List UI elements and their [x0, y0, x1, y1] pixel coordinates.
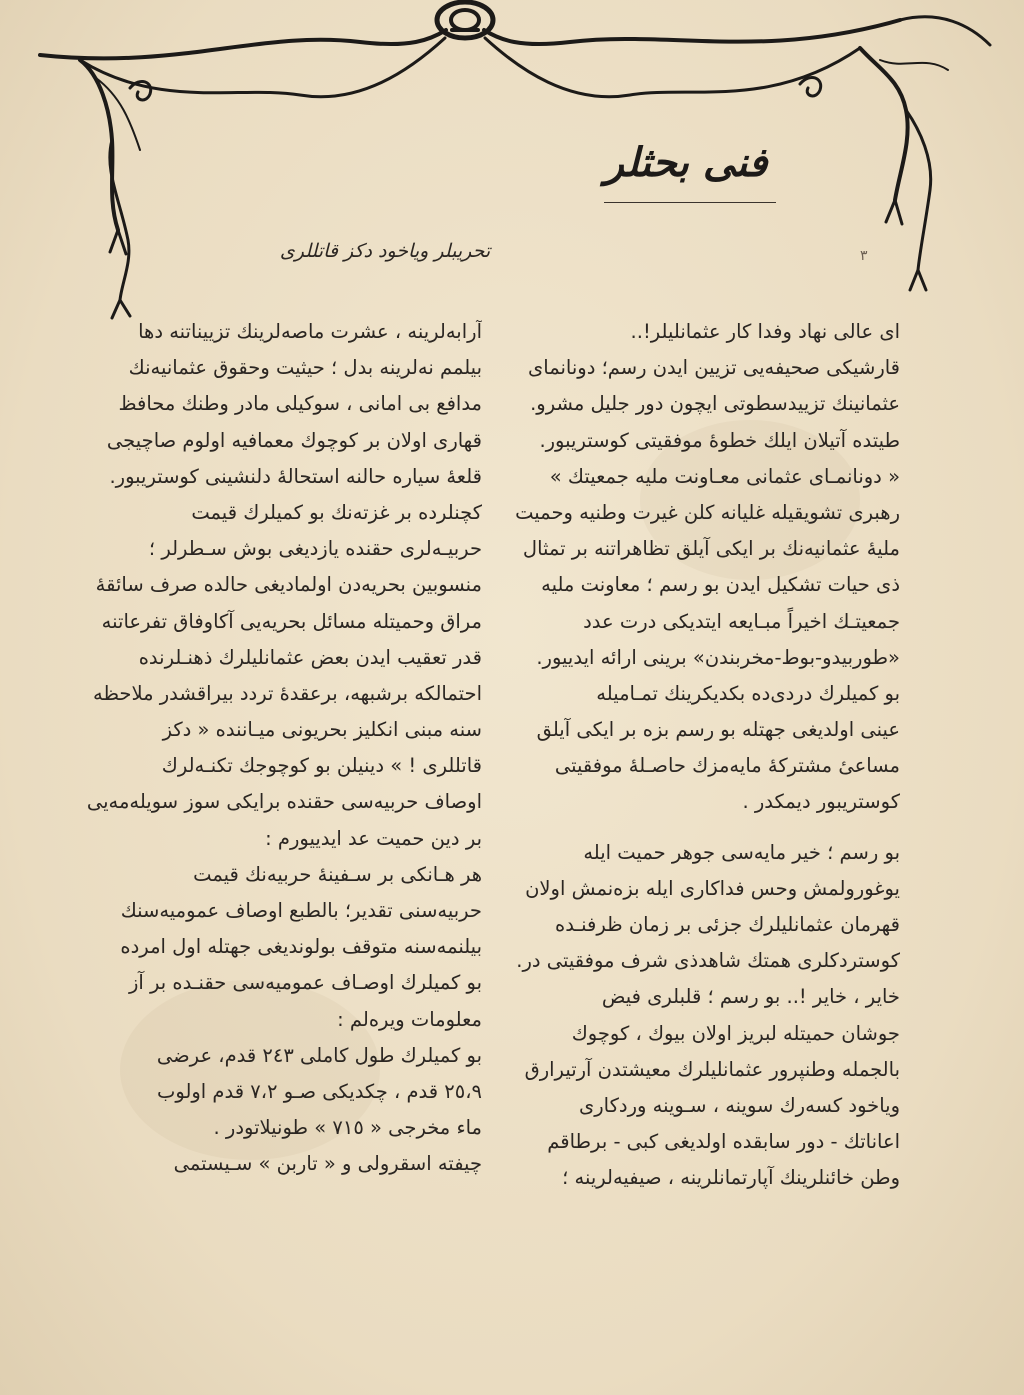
text-line: ٢٥،٩ قدم ، چکدیکی صـو ٧،٢ قدم اولوب	[157, 1079, 482, 1103]
text-line: کوستریبور دیمکدر .	[742, 790, 900, 814]
text-line: سنه مبنی انکلیز بحریونی میـاننده « دکز	[162, 718, 482, 742]
text-line: اعاناتك - دور سابقده اولدیغی کبی - برطاقم	[547, 1130, 900, 1154]
article-byline: تحریبلر ویاخود دکز قاتللری	[279, 240, 491, 262]
text-line: بو کمیلرك طول کاملی ٢٤٣ قدم، عرضی	[156, 1043, 482, 1067]
section-heading: فنی بحثلر	[604, 139, 768, 186]
text-line: آرابه‌لرینه ، عشرت ماصه‌لرینك تزییناتنه دها	[138, 320, 482, 343]
text-line: قارشیکی صحیفه‌یی تزیین ایدن رسم؛ دونانمای	[528, 356, 900, 380]
text-line: ویاخود کسه‌رك سوینه ، سـوینه وردکاری	[579, 1093, 900, 1117]
text-line: مراق وحمیتله مسائل بحریه‌یی آکاوفاق تفرعاتنه	[101, 609, 482, 633]
text-line: منسوبین بحریه‌دن اولمادیغی حالده صرف سائقهٔ	[95, 573, 482, 597]
text-line: بر دین حمیت عد ایدییورم :	[265, 826, 482, 850]
text-line: طیتده آتیلان ایلك خطوهٔ موفقیتی کوستریبور.	[539, 428, 900, 452]
text-line: رهبری تشویقیله غلیانه کلن غیرت وطنیه وحمیت	[515, 500, 900, 524]
text-line: حربیه‌سنی تقدیر؛ بالطبع اوصاف عمومیه‌سنك	[120, 899, 482, 922]
text-line: بو رسم ؛ خیر مایه‌سی جوهر حمیت ایله	[583, 840, 900, 864]
text-line: بیلنمه‌سنه متوقف بولوندیغی جهتله اول امرده	[120, 935, 482, 959]
text-line: خایر ، خایر !.. بو رسم ؛ قلبلری فیض	[601, 985, 900, 1009]
text-line: ای عالی نهاد وفدا کار عثمانلیلر!..	[630, 320, 900, 343]
text-line: مساعیٔ مشترکهٔ مایه‌مزك حاصـلهٔ موفقیتی	[554, 754, 900, 778]
text-line: معلومات ویره‌لم :	[337, 1007, 482, 1031]
text-line: ماء مخرجی « ٧١٥ » طونیلاتودر .	[213, 1116, 482, 1140]
text-line: مدافع بی امانی ، سوکیلی مادر وطنك محافظ	[118, 392, 482, 416]
text-line: ذی حیات تشکیل ایدن بو رسم ؛ معاونت ملیه	[541, 573, 900, 597]
heading-underline	[604, 202, 776, 203]
page-number: ٣	[860, 248, 868, 264]
text-line: کچنلرده بر غزته‌نك بو کمیلرك قیمت	[191, 500, 482, 524]
text-column-left	[72, 314, 482, 1183]
text-line: بو کمیلرك دردی‌ده بکدیکرینك تمـامیله	[596, 681, 900, 705]
text-line: اوصاف حربیه‌سی حقنده برایکی سوز سویله‌مه‌یی	[86, 790, 482, 814]
text-line: عینی اولدیغی جهتله بو رسم بزه بر ایکی آیلق	[536, 718, 900, 742]
text-line: قهرمان عثمانلیلرك جزئی بر زمان ظرفنـده	[554, 913, 900, 936]
text-line: هر هـانکی بر سـفینهٔ حربیه‌نك قیمت	[193, 862, 482, 886]
text-line: « دونانمـای عثمانی معـاونت ملیه جمعیتك »	[549, 464, 900, 488]
text-line: قاتللری ! » دینیلن بو کوچوجك تکنـه‌لرك	[161, 754, 482, 778]
text-line: بو کمیلرك اوصـاف عمومیه‌سی حقنـده بر آز	[128, 971, 482, 995]
drapery-ornament	[0, 0, 1024, 320]
text-line: قلعهٔ سیاره حالنه استحالهٔ دلنشینی کوستریبور.	[109, 464, 482, 488]
text-line: قهاری اولان بر کوچوك معمافیه اولوم صاچیجی	[106, 428, 482, 452]
text-line: چیفته اسقرولی و « تاربن » سـیستمی	[173, 1152, 482, 1176]
text-line: جوشان حمیتله لبریز اولان بیوك ، کوچوك	[571, 1021, 900, 1045]
text-line: احتمالکه برشبهه، برعقدهٔ تردد بیراقشدر ملاحظه	[92, 681, 482, 705]
text-line: حربیـه‌لری حقنده یازدیغی بوش سـطرلر ؛	[148, 537, 482, 561]
text-line: ملیهٔ عثمانیه‌نك بر ایکی آیلق تظاهراتنه بر تمثال	[522, 537, 900, 561]
text-line: وطن خائنلرینك آپارتمانلرینه ، صیفیه‌لرینه ؛	[562, 1166, 900, 1190]
text-line: جمعیتـك اخیراً مبـایعه ایتدیکی درت عدد	[583, 609, 900, 633]
text-line: «طوربیدو-بوط-مخربندن» برینی ارائه ایدییور.	[536, 645, 900, 669]
text-line: عثمانینك تزییدسطوتی ایچون دور جلیل مشرو.	[530, 392, 900, 416]
text-line: یوغورولمش وحس فداکاری ایله بزه‌نمش اولان	[525, 876, 900, 900]
paragraph-gap	[505, 821, 900, 835]
text-line: کوستردکلری همتك شاهدذی شرف موفقیتی در.	[516, 949, 900, 973]
text-line: قدر تعقیب ایدن بعض عثمانلیلرك ذهنـلرنده	[138, 645, 482, 669]
text-column-right	[505, 314, 900, 1197]
text-line: بیلمم نه‌لرینه بدل ؛ حیثیت وحقوق عثمانیه‌نك	[128, 356, 482, 380]
text-line: بالجمله وطنپرور عثمانلیلرك معیشتدن آرتیرارق	[524, 1057, 900, 1081]
